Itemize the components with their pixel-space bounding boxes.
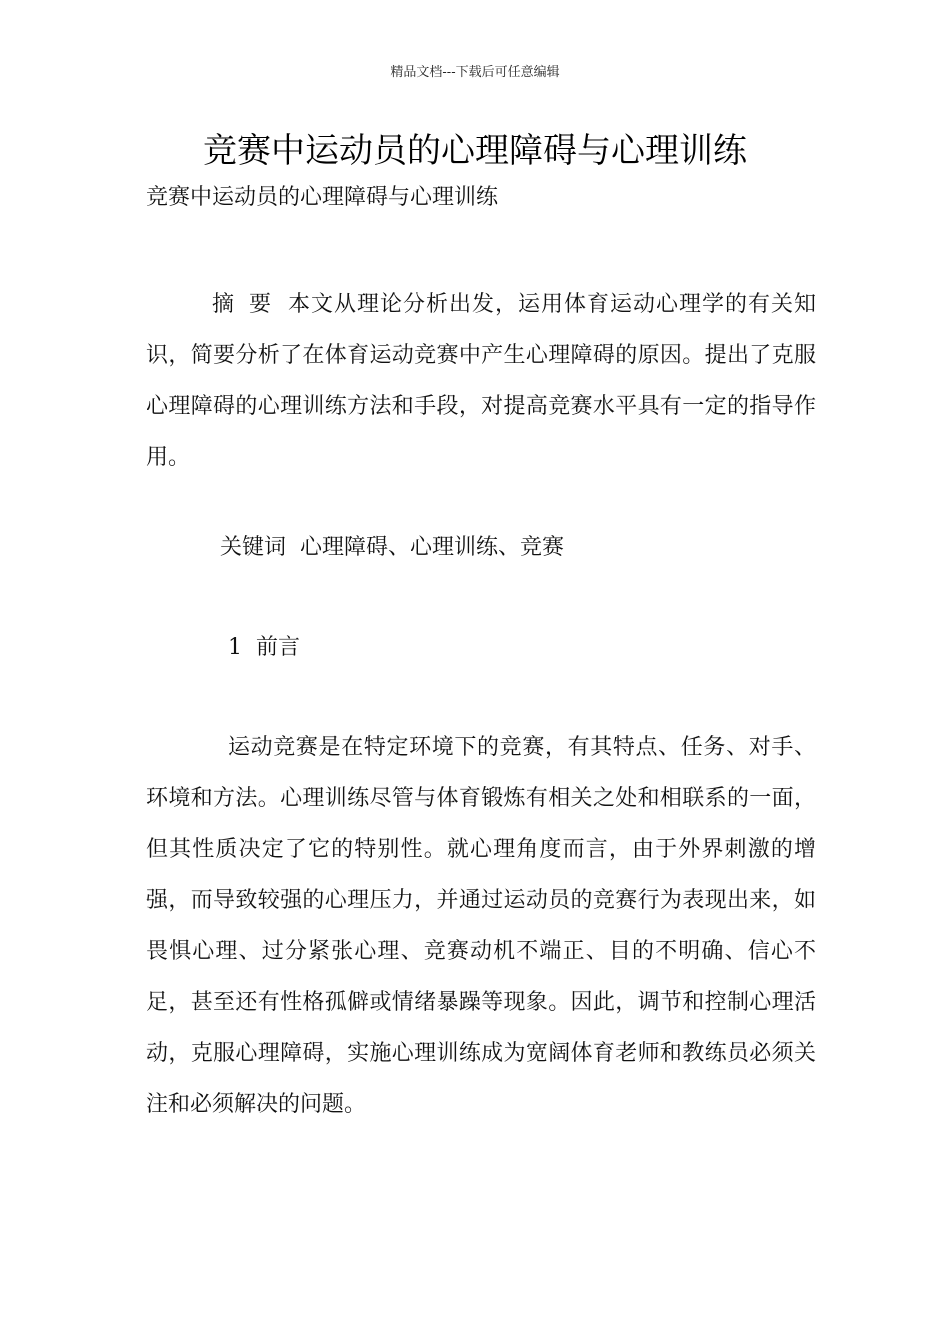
document-title: 竞赛中运动员的心理障碍与心理训练 [203, 131, 747, 171]
section-heading [146, 622, 816, 673]
keywords-paragraph [146, 522, 816, 573]
abstract-paragraph [146, 279, 816, 483]
keywords-text: 心理障碍、心理训练、竞赛 [300, 535, 565, 560]
section-title: 前言 [256, 635, 301, 660]
page-header: 精品文档---下载后可任意编辑 [390, 65, 560, 80]
keywords-label: 关键词 [220, 535, 287, 560]
abstract-text: 本文从理论分析出发，运用体育运动心理学的有关知识，简要分析了在体育运动竞赛中产生心理障碍的原因。提出了克服心理障碍的心理训练方法和手段，对提高竞赛水平具有一定的指导作用。 [146, 292, 816, 470]
document-subtitle: 竞赛中运动员的心理障碍与心理训练 [146, 185, 499, 210]
body-paragraph: 运动竞赛是在特定环境下的竞赛，有其特点、任务、对手、环境和方法。心理训练尽管与体育锻炼有相关之处和相联系的一面，但其性质决定了它的特别性。就心理角度而言，由于外界刺激的增强，而导致较强的心理压力，并通过运动员的竞赛行为表现出来，如畏惧心理、过分紧张心理、竞赛动机不端正、目的不明确、信心不足，甚至还有性格孤僻或情绪暴躁等现象。因此，调节和控制心理活动，克服心理障碍，实施心理训练成为宽阔体育老师和教练员必须关注和必须解决的问题。 [146, 735, 816, 1117]
section-number: 1 [228, 635, 242, 660]
abstract-label: 摘要 [212, 292, 286, 317]
